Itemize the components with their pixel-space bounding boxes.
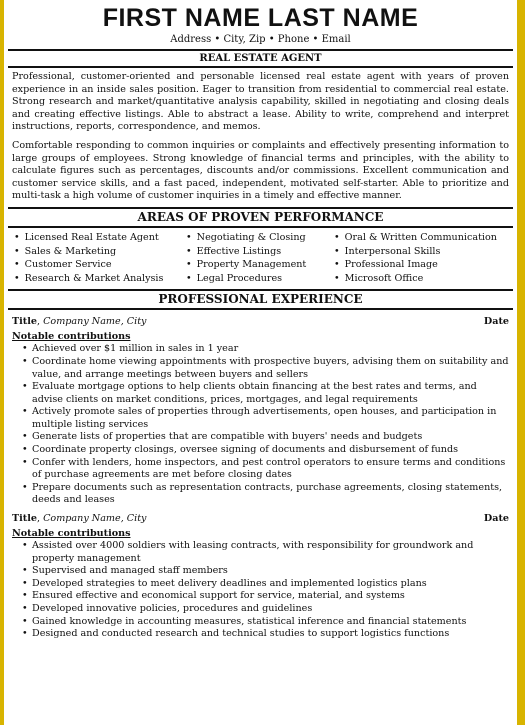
contribution-item: • Prepare documents such as representation contracts, purchase agreements, closing statements, deeds and leases <box>22 482 509 507</box>
job-date: Date <box>483 316 509 328</box>
contribution-item: • Achieved over $1 million in sales in 1 year <box>22 343 509 356</box>
experience-heading: PROFESSIONAL EXPERIENCE <box>8 289 513 310</box>
resume-page <box>4 0 517 725</box>
skill-item: • Microsoft Office <box>334 272 507 286</box>
contribution-list <box>12 540 509 641</box>
skill-item: • Licensed Real Estate Agent <box>14 231 186 245</box>
contribution-list <box>12 343 509 507</box>
skills-column <box>14 231 186 285</box>
candidate-name: FIRST NAME LAST NAME <box>102 4 419 32</box>
job-company: Company Name, City <box>43 316 147 328</box>
job-entry <box>12 315 509 507</box>
contribution-item: • Coordinate home viewing appointments with prospective buyers, advising them on suitability and value, and arrange meetings between buyers and sellers <box>22 356 509 381</box>
skill-item: • Property Management <box>186 258 334 272</box>
summary-heading: REAL ESTATE AGENT <box>8 49 513 68</box>
contact-line: Address • City, Zip • Phone • Email <box>170 34 351 45</box>
contribution-item: • Gained knowledge in accounting measures, statistical inference and financial statements <box>22 616 509 629</box>
skill-item: • Effective Listings <box>186 245 334 259</box>
contribution-item: • Evaluate mortgage options to help clients obtain financing at the best rates and terms, and advise clients on market conditions, prices, mortgages, and legal requirements <box>22 381 509 406</box>
contribution-item: • Generate lists of properties that are compatible with buyers' needs and budgets <box>22 431 509 444</box>
notable-heading: Notable contributions <box>12 331 131 343</box>
job-title: Title <box>12 316 37 328</box>
contribution-item: • Designed and conducted research and technical studies to support logistics functions <box>22 628 509 641</box>
job-entry <box>12 512 509 641</box>
skill-item: • Interpersonal Skills <box>334 245 507 259</box>
job-title: Title <box>12 513 37 525</box>
skill-item: • Oral & Written Communication <box>334 231 507 245</box>
contribution-item: • Developed strategies to meet delivery deadlines and implemented logistics plans <box>22 578 509 591</box>
job-header: Title, Company Name, City Date <box>12 316 509 328</box>
skills-column <box>186 231 334 285</box>
summary-paragraph-1: Professional, customer-oriented and personable licensed real estate agent with years of proven experience in an inside sales position. Eager to transition from residential to commercial real estate. Strong research and market/quantitative analysis capability, skilled in negotiating and closing deals and creating effective listings. Able to abstract a lease. Ability to write, comprehend and interpret instructions, reports, correspondence, and memos. <box>12 71 509 133</box>
contribution-item: • Supervised and managed staff members <box>22 565 509 578</box>
skill-item: • Professional Image <box>334 258 507 272</box>
skill-item: • Negotiating & Closing <box>186 231 334 245</box>
contribution-item: • Confer with lenders, home inspectors, and pest control operators to ensure terms and conditions of purchase agreements are met before closing dates <box>22 457 509 482</box>
skills-column <box>334 231 507 285</box>
contribution-item: • Developed innovative policies, procedures and guidelines <box>22 603 509 616</box>
notable-heading: Notable contributions <box>12 528 131 540</box>
contribution-item: • Actively promote sales of properties through advertisements, open houses, and participation in multiple listing services <box>22 406 509 431</box>
skill-item: • Research & Market Analysis <box>14 272 186 286</box>
job-header: Title, Company Name, City Date <box>12 513 509 525</box>
contribution-item: • Ensured effective and economical support for service, material, and systems <box>22 590 509 603</box>
contribution-item: • Assisted over 4000 soldiers with leasing contracts, with responsibility for groundwork and property management <box>22 540 509 565</box>
performance-heading: AREAS OF PROVEN PERFORMANCE <box>8 207 513 228</box>
contribution-item: • Coordinate property closings, oversee signing of documents and disbursement of funds <box>22 444 509 457</box>
skill-item: • Sales & Marketing <box>14 245 186 259</box>
job-company: Company Name, City <box>43 513 147 525</box>
skills-grid <box>14 231 507 285</box>
skill-item: • Legal Procedures <box>186 272 334 286</box>
skill-item: • Customer Service <box>14 258 186 272</box>
summary-paragraph-2: Comfortable responding to common inquiries or complaints and effectively presenting information to large groups of employees. Strong knowledge of financial terms and principles, with the ability to calculate figures such as percentages, discounts and/or commissions. Excellent communication and customer service skills, and a fast paced, independent, motivated self-starter. Able to prioritize and multi-task a high volume of customer inquiries in a timely and effective manner. <box>12 139 509 202</box>
job-date: Date <box>483 513 509 525</box>
